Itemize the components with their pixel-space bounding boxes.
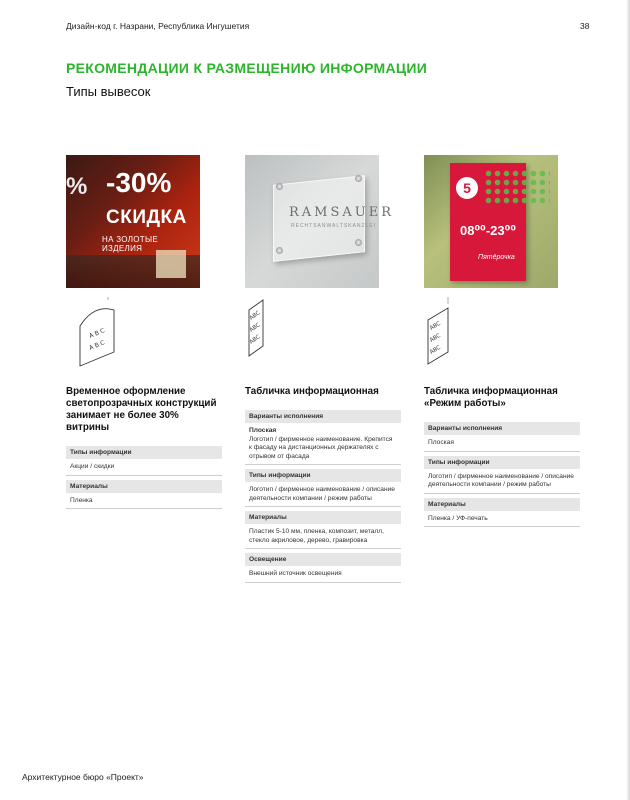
hours-card [450, 163, 526, 281]
plate-subbrand-text: RECHTSANWALTSKANZLEI [291, 223, 377, 229]
card-title: Табличка информационная «Режим работы» [424, 386, 558, 409]
spec-value: Логотип / фирменное наименование / описание деятельности компании / режим работы [424, 469, 580, 494]
spec-value: Пленка [66, 493, 222, 510]
svg-text:ABC: ABC [429, 332, 442, 344]
bolt-icon [355, 239, 362, 246]
sale-window-photo [66, 155, 200, 288]
store-logo-icon: 5 [456, 177, 478, 199]
svg-text:ABC: ABC [248, 334, 262, 346]
store-hours-photo [424, 155, 558, 288]
svg-text:A B C: A B C [88, 327, 106, 340]
svg-text:A B C: A B C [88, 339, 106, 352]
sale-percent-fragment: % [66, 173, 88, 200]
spec-table [66, 446, 222, 509]
svg-text:ABC: ABC [429, 344, 442, 356]
spec-value: Акции / скидки [66, 459, 222, 476]
bolt-icon [355, 175, 362, 182]
spec-value [245, 423, 401, 465]
svg-text:ABC: ABC [429, 320, 442, 332]
sign-type-card-hours [424, 155, 580, 527]
green-dots-pattern [484, 169, 550, 205]
sign-type-card-temporary [66, 155, 222, 509]
document-footer: Архитектурное бюро «Проект» [22, 772, 144, 782]
sale-caption-text: НА ЗОЛОТЫЕ ИЗДЕЛИЯ [102, 235, 158, 253]
spec-heading: Материалы [66, 480, 222, 493]
spec-heading: Типы информации [245, 469, 401, 482]
bolt-icon [276, 247, 283, 254]
sign-type-card-info-plate [245, 155, 401, 583]
spec-heading: Варианты исполнения [424, 422, 580, 435]
spec-table [424, 422, 580, 527]
document-header: Дизайн-код г. Назрани, Республика Ингушетия [66, 21, 250, 31]
spec-heading: Материалы [424, 498, 580, 511]
spec-heading: Освещение [245, 553, 401, 566]
spec-value: Пленка / УФ-печать [424, 511, 580, 528]
svg-text:ABC: ABC [248, 310, 262, 322]
spec-heading: Типы информации [424, 456, 580, 469]
info-plate-abc-icon [245, 294, 401, 372]
spec-value: Логотип / фирменное наименование / описание деятельности компании / режим работы [245, 482, 401, 507]
spec-value-detail: Логотип / фирменное наименование. Крепится к фасаду на дистанционных держателях с отрывом от фасада [249, 435, 393, 460]
section-title: РЕКОМЕНДАЦИИ К РАЗМЕЩЕНИЮ ИНФОРМАЦИИ [66, 60, 428, 76]
bolt-icon [276, 183, 283, 190]
spec-heading: Типы информации [66, 446, 222, 459]
spec-table [245, 410, 401, 583]
sign-sticker-abc-icon [66, 294, 222, 372]
ramsauer-plate-photo [245, 155, 395, 288]
store-brand-text: Пятёрочка [478, 254, 515, 261]
sale-word-text: СКИДКА [106, 207, 187, 228]
spec-value: Плоская [424, 435, 580, 452]
plate-brand-text: RAMSAUER [289, 205, 395, 220]
card-title: Временное оформление светопрозрачных конструкций занимает не более 30% витрины [66, 386, 217, 433]
photo-shelf [156, 250, 186, 278]
page-number: 38 [580, 21, 590, 31]
hours-text: 08⁰⁰-23⁰⁰ [460, 223, 517, 238]
page-edge-shadow [626, 0, 630, 800]
svg-text:ABC: ABC [248, 322, 262, 334]
spec-value-bold: Плоская [249, 427, 277, 434]
spec-heading: Материалы [245, 511, 401, 524]
spec-heading: Варианты исполнения [245, 410, 401, 423]
section-subtitle: Типы вывесок [66, 84, 151, 99]
info-plate-abc-icon [424, 294, 580, 372]
card-title: Табличка информационная [245, 386, 379, 397]
spec-value: Пластик 5-10 мм, пленка, композит, металл, стекло акриловое, дерево, гравировка [245, 524, 401, 549]
sale-discount-text: -30% [106, 167, 172, 198]
spec-value: Внешний источник освещения [245, 566, 401, 583]
